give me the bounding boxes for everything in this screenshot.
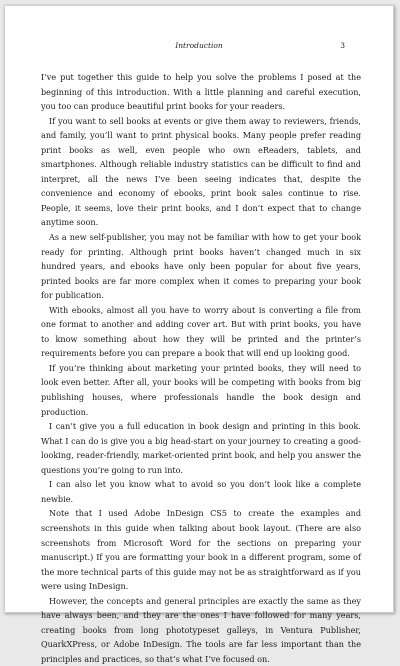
paragraph: Note that I used Adobe InDesign CS5 to create the examples and screenshots in this guide when talking about book layout. (There are also screenshots from Microsoft Word for the sections on preparing your manuscript.) If you are formatting your book in a different program, some of the more technical parts of this guide may not be as straightforward as if you were using InDesign. xyxy=(41,508,361,592)
page-number: 3 xyxy=(340,41,345,50)
paragraph: If you’re thinking about marketing your printed books, they will need to look even better. After all, your books will be competing with books from big publishing houses, where professionals handle the book design and production. xyxy=(41,362,361,417)
paragraph: I can also let you know what to avoid so you don’t look like a complete newbie. xyxy=(41,479,361,504)
paragraph: With ebooks, almost all you have to worry about is converting a file from one format to another and adding cover art. But with print books, you have to know something about how they will be printed and the printer’s requirements before you can prepare a book that will end up looking good. xyxy=(41,304,361,359)
body-text xyxy=(41,70,361,666)
paragraph: I’ve put together this guide to help you solve the problems I posed at the beginning of this introduction. With a little planning and careful execution, you too can produce beautiful print books for your readers. xyxy=(41,72,361,112)
running-title: Introduction xyxy=(175,41,223,50)
paragraph: I can’t give you a full education in book design and printing in this book. What I can do is give you a big head-start on your journey to creating a good-looking, reader-friendly, market-oriented print book, and help you answer the questions you’re going to run into. xyxy=(41,421,361,475)
paragraph: If you want to sell books at events or give them away to reviewers, friends, and family, you’ll want to print physical books. Many people prefer reading print books as well, even people who own eReaders, tablets, and smartphones. Although reliable industry statistics can be difficult to find and interpret, all the news I’ve been seeing indicates that, despite the convenience and economy of ebooks, print book sales continue to rise. People, it seems, love their print books, and I don’t expect that to change anytime soon. xyxy=(41,115,361,228)
paragraph: As a new self-publisher, you may not be familiar with how to get your book ready for printing. Although print books haven’t changed much in six hundred years, and ebooks have only been popular for about five years, printed books are far more complex when it comes to preparing your book for publication. xyxy=(41,232,361,301)
book-page xyxy=(4,5,394,664)
running-head xyxy=(5,41,393,53)
paragraph: However, the concepts and general principles are exactly the same as they have always been, and they are the ones I have followed for many years, creating books from long phototypeset galleys, in Ventura Publisher, QuarkXPress, or Adobe InDesign. The tools are far less important than the principles and practices, so that’s what I’ve focused on. xyxy=(41,595,361,664)
